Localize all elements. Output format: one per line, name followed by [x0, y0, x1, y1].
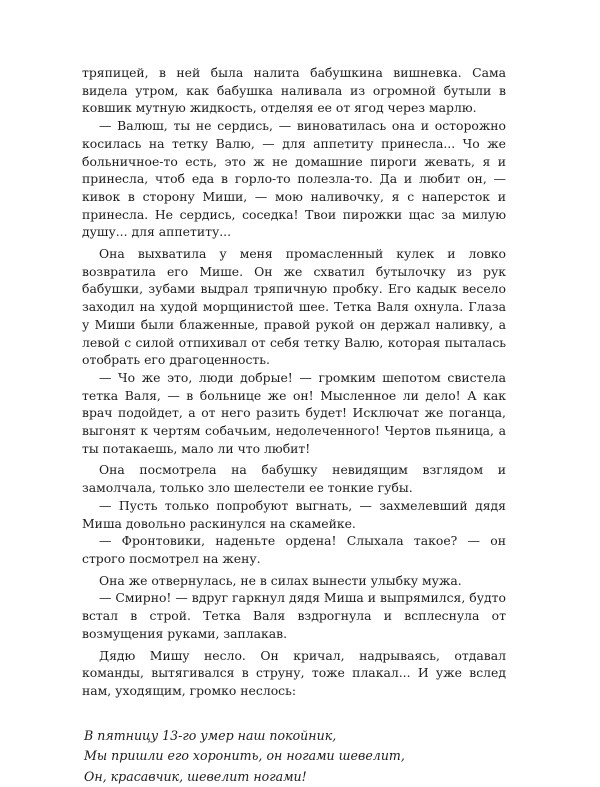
paragraph: Она же отвернулась, не в силах вынести улыбку мужа. [99, 572, 462, 588]
paragraph: Она посмотрела на бабушку невидящим взглядом и замолчала, только зло шелестели ее тонкие губы. [82, 462, 506, 496]
paragraph: тряпицей, в ней была налита бабушкина вишневка. Сама видела утром, как бабушка наливала из огромной бутыли в ковшик мутную жидкость, отделяя ее от ягод через марлю. [82, 65, 506, 116]
paragraph: — Смирно! — вдруг гаркнул дядя Миша и выпрямился, будто встал в строй. Тетка Валя вздрогнула и всплеснула от возмущения руками, заплакав. [82, 590, 506, 641]
paragraph: — Валюш, ты не сердись, — виноватилась она и осторожно косилась на тетку Валю, — для аппетиту принесла... Чо же больничное-то есть, это ж не домашние пироги жевать, я и принесла, чтоб еда в горло-то полезла-то. Да и любит он, — кивок в сторону Миши, — мою наливочку, я с наперсток и принесла. Не сердись, соседка! Твои пирожки щас за милую душу... для аппетиту... [82, 118, 506, 240]
paragraph: Она выхватила у меня промасленный кулек и ловко возвратила его Мише. Он же схватил бутылочку из рук бабушки, зубами выдрал тряпичную пробку. Его кадык весело заходил на худой морщинистой шее. Тетка Валя охнула. Глаза у Миши были блаженные, правой рукой он держал наливку, а левой с силой отпихивал от себя тетку Валю, которая пыталась отобрать его драгоценность. [82, 246, 506, 368]
paragraph: Дядю Мишу несло. Он кричал, надрываясь, отдавал команды, вытягивался в струну, тоже плакал... И уже вслед нам, уходящим, громко неслось: [82, 647, 506, 698]
verse-line: В пятницу 13-го умер наш покойник, [84, 727, 337, 743]
book-page [82, 64, 506, 787]
paragraph: — Фронтовики, наденьте ордена! Слыхала такое? — он строго посмотрел на жену. [82, 533, 506, 566]
verse-line: Мы пришли его хоронить, он ногами шевелит, [84, 748, 405, 764]
paragraph: — Чо же это, люди добрые! — громким шепотом свистела тетка Валя, — в больнице же он! Мысленное ли дело! А как врач подойдет, а от него разить будет! Исключат же поганца, выгонят к чертям собачьим, недолеченного! Чертов пьяница, а ты потакаешь, мало ли что любит! [82, 369, 506, 456]
verse-block [84, 726, 506, 787]
verse-line: Он, красавчик, шевелит ногами! [84, 768, 307, 784]
paragraph: — Пусть только попробуют выгнать, — захмелевший дядя Миша довольно раскинулся на скамейке. [82, 497, 506, 531]
